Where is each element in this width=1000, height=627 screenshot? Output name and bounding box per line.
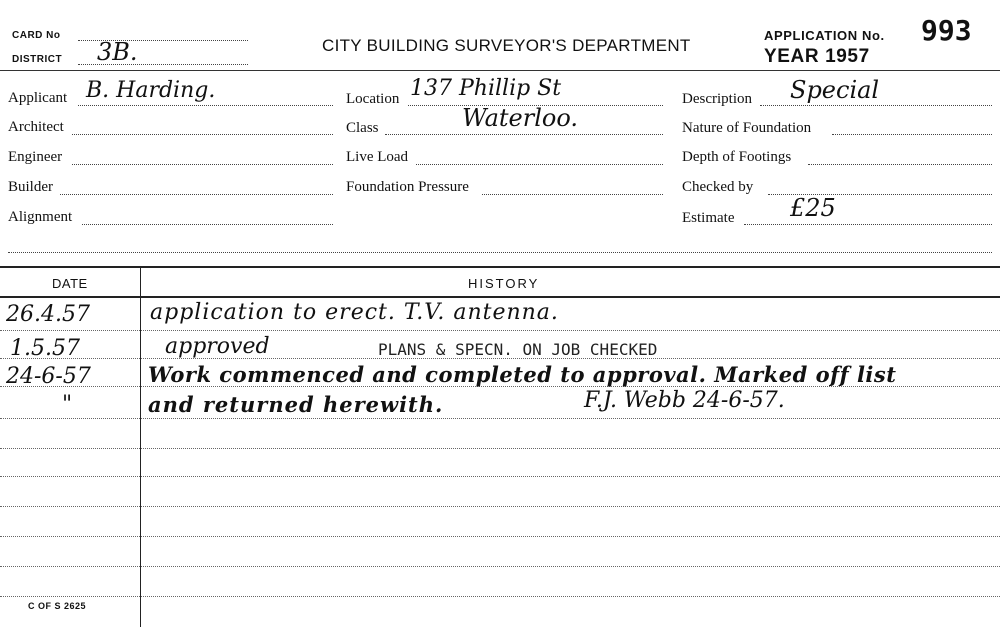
signature: F.J. Webb 24-6-57. — [584, 388, 785, 413]
description-label: Description — [682, 91, 752, 107]
nature-label: Nature of Foundation — [682, 120, 812, 136]
checked-stamp: PLANS & SPECN. ON JOB CHECKED — [378, 340, 658, 359]
department-title: CITY BUILDING SURVEYOR'S DEPARTMENT — [322, 36, 691, 55]
history-entry: Work commenced and completed to approval. Marked off list — [148, 362, 897, 387]
applicant-value: B. Harding. — [86, 78, 216, 103]
checked-label: Checked by — [682, 179, 754, 195]
application-number: 993 — [921, 14, 972, 47]
history-date: 1.5.57 — [10, 336, 80, 361]
engineer-label: Engineer — [8, 149, 63, 165]
estimate-label: Estimate — [682, 210, 735, 226]
history-entry: application to erect. T.V. antenna. — [150, 300, 559, 325]
form-code: C OF S 2625 — [28, 601, 87, 611]
application-label: APPLICATION No. — [764, 28, 885, 43]
date-column-header: DATE — [52, 276, 88, 291]
alignment-label: Alignment — [8, 209, 73, 225]
card-no-label: CARD No — [12, 30, 61, 41]
class-value: Waterloo. — [462, 104, 578, 132]
depth-label: Depth of Footings — [682, 149, 792, 165]
district-value: 3B. — [97, 38, 138, 66]
history-date: " — [62, 392, 73, 417]
architect-label: Architect — [8, 119, 64, 135]
history-entry: and returned herewith. — [148, 392, 444, 417]
liveload-label: Live Load — [346, 149, 409, 165]
foundation-pressure-label: Foundation Pressure — [346, 179, 469, 195]
builder-label: Builder — [8, 179, 53, 195]
history-date: 26.4.57 — [6, 302, 90, 327]
class-label: Class — [346, 120, 379, 136]
history-entry: approved — [165, 334, 270, 359]
location-label: Location — [346, 91, 400, 107]
district-label: DISTRICT — [12, 54, 63, 65]
history-date: 24-6-57 — [6, 364, 91, 389]
year-label: YEAR 1957 — [764, 46, 870, 67]
location-value: 137 Phillip St — [410, 76, 562, 101]
estimate-value: £25 — [790, 194, 836, 222]
applicant-label: Applicant — [8, 90, 68, 106]
description-value: Special — [790, 76, 880, 104]
history-column-header: HISTORY — [468, 276, 540, 291]
